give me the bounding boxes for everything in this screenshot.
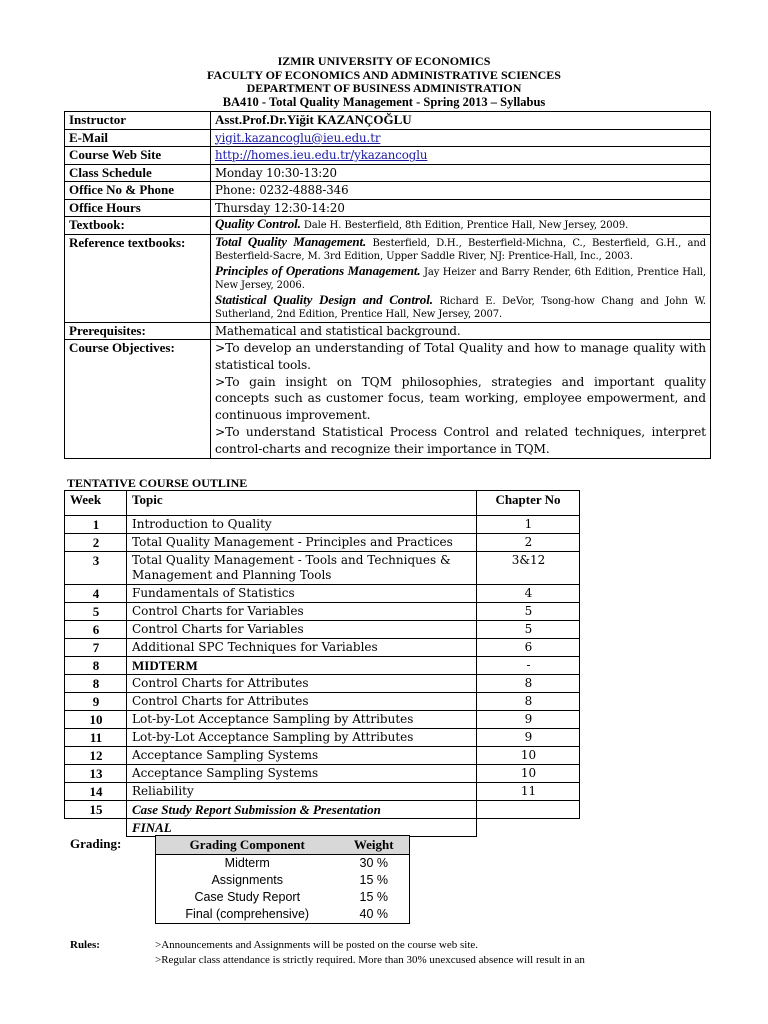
grading-label: Grading: <box>70 836 122 851</box>
office-hours-value: Thursday 12:30-14:20 <box>211 199 711 217</box>
info-row-prereq <box>65 322 711 340</box>
textbook-value <box>211 217 711 235</box>
chapter-number: 11 <box>477 783 580 801</box>
chapter-number: 5 <box>477 603 580 621</box>
document-header <box>0 55 768 109</box>
outline-title: TENTATIVE COURSE OUTLINE <box>67 476 248 490</box>
course-info-table <box>64 111 711 459</box>
grading-weight: 15 % <box>359 873 388 887</box>
info-row-references <box>65 234 711 322</box>
outline-row <box>65 516 580 534</box>
topic-name: Case Study Report Submission & Presentation <box>127 801 477 819</box>
topic-name: MIDTERM <box>127 657 477 675</box>
info-row-schedule <box>65 164 711 182</box>
week-number: 8 <box>65 675 127 693</box>
reference-list <box>211 234 711 322</box>
topic-name: Lot-by-Lot Acceptance Sampling by Attributes <box>127 711 477 729</box>
outline-row <box>65 534 580 552</box>
topic-name: Additional SPC Techniques for Variables <box>127 639 477 657</box>
prereq-label: Prerequisites: <box>65 322 211 340</box>
reference-item <box>215 264 706 293</box>
reference-item <box>215 235 706 264</box>
instructor-name: Asst.Prof.Dr.Yiğit KAZANÇOĞLU <box>211 112 711 130</box>
outline-row <box>65 801 580 819</box>
reference-label: Reference textbooks: <box>65 234 211 322</box>
grading-weight: 15 % <box>359 890 388 904</box>
department-name: DEPARTMENT OF BUSINESS ADMINISTRATION <box>246 81 522 95</box>
chapter-number: 10 <box>477 765 580 783</box>
rule-item: >Regular class attendance is strictly required. More than 30% unexcused absence will result in an <box>155 954 585 966</box>
grading-component: Midterm <box>224 856 270 870</box>
instructor-label: Instructor <box>65 112 211 130</box>
week-number: 8 <box>65 657 127 675</box>
reference-details: Jay Heizer and Barry Render, 6th Edition, Prentice Hall, New Jersey, 2006. <box>215 266 706 291</box>
topic-name: Fundamentals of Statistics <box>127 585 477 603</box>
faculty-name: FACULTY OF ECONOMICS AND ADMINISTRATIVE SCIENCES <box>207 67 561 82</box>
reference-title: Principles of Operations Management. <box>215 262 421 278</box>
grading-row <box>156 855 410 873</box>
textbook-title: Quality Control. <box>215 216 301 231</box>
chapter-number: 5 <box>477 621 580 639</box>
week-number: 6 <box>65 621 127 639</box>
week-number: 7 <box>65 639 127 657</box>
chapter-number: 9 <box>477 711 580 729</box>
rules-label: Rules: <box>70 939 100 951</box>
topic-header: Topic <box>127 491 477 516</box>
reference-item <box>215 293 706 322</box>
outline-row <box>65 783 580 801</box>
week-number: 15 <box>65 801 127 819</box>
office-hours-label: Office Hours <box>65 199 211 217</box>
week-number: 13 <box>65 765 127 783</box>
outline-row <box>65 765 580 783</box>
grading-component: Assignments <box>211 873 284 887</box>
rules-list <box>155 938 715 968</box>
chapter-number: 1 <box>477 516 580 534</box>
grading-row <box>156 872 410 889</box>
course-website-link[interactable]: http://homes.ieu.edu.tr/ykazancoglu <box>215 148 428 162</box>
course-outline-table <box>64 490 580 837</box>
week-header: Week <box>65 491 127 516</box>
objective-item: >To develop an understanding of Total Quality and how to manage quality with statistical tools. <box>215 341 706 372</box>
topic-name: Control Charts for Variables <box>127 603 477 621</box>
chapter-number: 2 <box>477 534 580 552</box>
topic-name: Control Charts for Attributes <box>127 675 477 693</box>
topic-name: Acceptance Sampling Systems <box>127 765 477 783</box>
info-row-objectives <box>65 340 711 459</box>
reference-details: Richard E. DeVor, Tsong-how Chang and John W. Sutherland, 2nd Edition, Prentice Hall, New Jersey, 2007. <box>215 295 707 320</box>
objectives-list <box>211 340 711 459</box>
outline-row <box>65 747 580 765</box>
grading-table <box>155 835 410 924</box>
objective-item: >To gain insight on TQM philosophies, strategies and important quality concepts such as customer focus, team working, employee empowerment, and continuous improvement. <box>215 374 706 423</box>
chapter-number: 3&12 <box>477 552 580 585</box>
outline-row <box>65 585 580 603</box>
week-number: 9 <box>65 693 127 711</box>
office-value: Phone: 0232-4888-346 <box>211 182 711 200</box>
outline-body <box>65 516 580 837</box>
info-row-hours <box>65 199 711 217</box>
info-row-instructor <box>65 112 711 130</box>
topic-name: Introduction to Quality <box>127 516 477 534</box>
outline-row <box>65 621 580 639</box>
rule-item: >Announcements and Assignments will be posted on the course web site. <box>155 939 479 951</box>
chapter-number: 4 <box>477 585 580 603</box>
web-label: Course Web Site <box>65 147 211 165</box>
info-row-textbook <box>65 217 711 235</box>
schedule-value: Monday 10:30-13:20 <box>211 164 711 182</box>
grading-row <box>156 906 410 924</box>
week-number: 12 <box>65 747 127 765</box>
info-row-email <box>65 129 711 147</box>
prereq-value: Mathematical and statistical background. <box>211 322 711 340</box>
outline-row <box>65 711 580 729</box>
chapter-number: 10 <box>477 747 580 765</box>
info-row-web <box>65 147 711 165</box>
week-number: 3 <box>65 552 127 585</box>
chapter-number: 6 <box>477 639 580 657</box>
week-number: 5 <box>65 603 127 621</box>
outline-header-row <box>65 491 580 516</box>
topic-name: Total Quality Management - Principles and Practices <box>127 534 477 552</box>
grading-row <box>156 889 410 906</box>
chapter-number: 8 <box>477 693 580 711</box>
grading-header-row <box>156 836 410 855</box>
grading-weight: 40 % <box>359 907 388 921</box>
topic-name: Acceptance Sampling Systems <box>127 747 477 765</box>
office-label: Office No & Phone <box>65 182 211 200</box>
week-number: 1 <box>65 516 127 534</box>
empty-cell <box>477 819 580 837</box>
outline-row <box>65 675 580 693</box>
week-number: 11 <box>65 729 127 747</box>
topic-name: Total Quality Management - Tools and Techniques & Management and Planning Tools <box>127 552 477 585</box>
outline-row <box>65 552 580 585</box>
final-exam-label: FINAL <box>127 819 477 837</box>
topic-name: Lot-by-Lot Acceptance Sampling by Attributes <box>127 729 477 747</box>
week-number: 2 <box>65 534 127 552</box>
empty-cell <box>65 819 127 837</box>
week-number: 4 <box>65 585 127 603</box>
grading-component-header: Grading Component <box>156 836 339 855</box>
topic-name: Control Charts for Attributes <box>127 693 477 711</box>
week-number: 10 <box>65 711 127 729</box>
outline-row <box>65 657 580 675</box>
outline-row <box>65 603 580 621</box>
objectives-label: Course Objectives: <box>65 340 211 459</box>
topic-name: Reliability <box>127 783 477 801</box>
textbook-label: Textbook: <box>65 217 211 235</box>
reference-title: Total Quality Management. <box>215 233 367 249</box>
outline-row <box>65 639 580 657</box>
outline-row <box>65 729 580 747</box>
course-title: BA410 - Total Quality Management - Spring 2013 – Syllabus <box>222 94 546 109</box>
university-name: IZMIR UNIVERSITY OF ECONOMICS <box>277 54 491 68</box>
chapter-number: 8 <box>477 675 580 693</box>
chapter-number: - <box>477 657 580 675</box>
grading-weight: 30 % <box>359 856 388 870</box>
week-number: 14 <box>65 783 127 801</box>
info-row-office <box>65 182 711 200</box>
chapter-number <box>477 801 580 819</box>
outline-row <box>65 693 580 711</box>
topic-name: Control Charts for Variables <box>127 621 477 639</box>
email-link[interactable]: yigit.kazancoglu@ieu.edu.tr <box>215 130 381 145</box>
schedule-label: Class Schedule <box>65 164 211 182</box>
reference-details: Besterfield, D.H., Besterfield-Michna, C., Besterfield, G.H., and Besterfield-Sacre, M. 3rd Edition, Upper Saddle River, NJ: Prentice-Hall, Inc., 2003. <box>215 237 706 262</box>
objective-item: >To understand Statistical Process Control and related techniques, interpret control-charts and recognize their importance in TQM. <box>215 424 706 456</box>
chapter-number: 9 <box>477 729 580 747</box>
outline-row-final <box>65 819 580 837</box>
grading-weight-header: Weight <box>339 836 410 855</box>
grading-component: Case Study Report <box>194 890 301 904</box>
email-label: E-Mail <box>65 129 211 147</box>
reference-title: Statistical Quality Design and Control. <box>215 291 433 307</box>
grading-component: Final (comprehensive) <box>185 907 310 921</box>
chapter-header: Chapter No <box>477 491 580 516</box>
textbook-details: Dale H. Besterfield, 8th Edition, Prentice Hall, New Jersey, 2009. <box>300 220 629 231</box>
